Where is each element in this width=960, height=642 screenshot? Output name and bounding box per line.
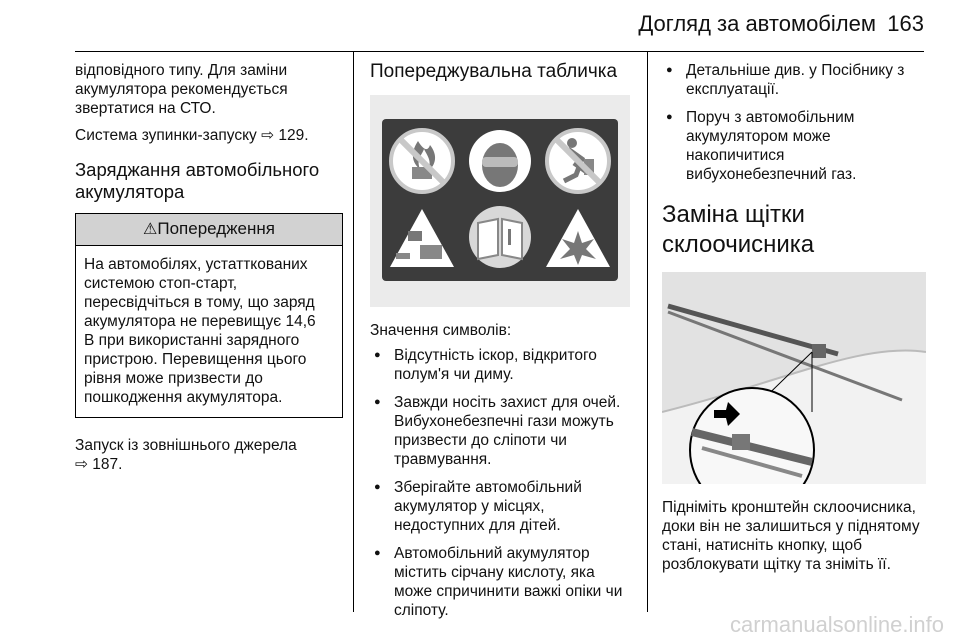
read-manual-icon xyxy=(469,206,531,268)
symbol-meanings-list xyxy=(370,346,638,620)
page-number: 163 xyxy=(887,11,924,36)
warning-text: На автомобілях, устатткованих системою стоп-старт, пересвідчіться в тому, що заряд акумулятора не перевищує 14,6 В при використанні зарядного пристрою. Перевищення цього рівня може призвести до пошкодження акумулятора. xyxy=(84,256,316,406)
list-item: ● Автомобільний акумулятор містить сірчану кислоту, яка може спричинити важкі опіки чи сліпоту. xyxy=(370,544,638,620)
warning-header xyxy=(76,214,342,246)
section-title: Догляд за автомобілем xyxy=(638,11,876,36)
list-item: ● Завжди носіть захист для очей. Вибухонебезпечні гази можуть призвести до сліпоти чи травмування. xyxy=(370,393,638,469)
warning-title: Попередження xyxy=(157,219,275,238)
list-item: ● Зберігайте автомобільний акумулятор у місцях, недоступних для дітей. xyxy=(370,478,638,535)
symbols-intro: Значення символів: xyxy=(370,322,512,339)
wiper-figure xyxy=(662,272,926,484)
warning-triangle-icon: ⚠ xyxy=(143,221,158,238)
jump-start-reference[interactable]: Запуск із зовнішнього джерела ⇨ 187. xyxy=(75,437,297,473)
column-divider-1 xyxy=(353,52,354,612)
no-fire-icon xyxy=(391,130,453,192)
acid-warning-icon xyxy=(390,209,454,267)
header-rule xyxy=(75,51,924,52)
warning-label-heading: Попереджувальна табличка xyxy=(370,61,618,82)
column-2 xyxy=(370,61,638,629)
battery-notes-list xyxy=(662,61,932,184)
list-item: ● Поруч з автомобільним акумулятором може накопичитися вибухонебезпечний газ. xyxy=(662,108,932,184)
wiper-instructions: Підніміть кронштейн склоочисника, доки він не залишиться у піднятому стані, натисніть кнопку, щоб розблокувати щітку та зніміть її. xyxy=(662,499,920,573)
eye-protection-icon xyxy=(469,130,531,192)
keep-children-away-icon xyxy=(547,130,609,192)
column-1 xyxy=(75,61,343,482)
column-3 xyxy=(662,61,932,582)
wiper-detail-inset xyxy=(690,388,814,484)
warning-box xyxy=(75,213,343,418)
list-item: ● Відсутність іскор, відкритого полум'я чи диму. xyxy=(370,346,638,384)
battery-warning-label-figure xyxy=(370,95,630,307)
list-item: ● Детальніше див. у Посібнику з експлуатації. xyxy=(662,61,932,99)
column-divider-2 xyxy=(647,52,648,612)
charging-heading: Заряджання автомобільного акумулятора xyxy=(75,159,320,202)
start-stop-reference[interactable]: Система зупинки-запуску ⇨ 129. xyxy=(75,127,309,144)
intro-paragraph: відповідного типу. Для заміни акумулятора рекомендується звертатися на СТО. xyxy=(75,62,288,117)
wiper-heading: Заміна щітки склоочисника xyxy=(662,201,815,258)
warning-label-plate xyxy=(382,119,618,281)
explosive-gas-icon xyxy=(546,209,610,267)
watermark: carmanualsonline.info xyxy=(729,612,944,637)
